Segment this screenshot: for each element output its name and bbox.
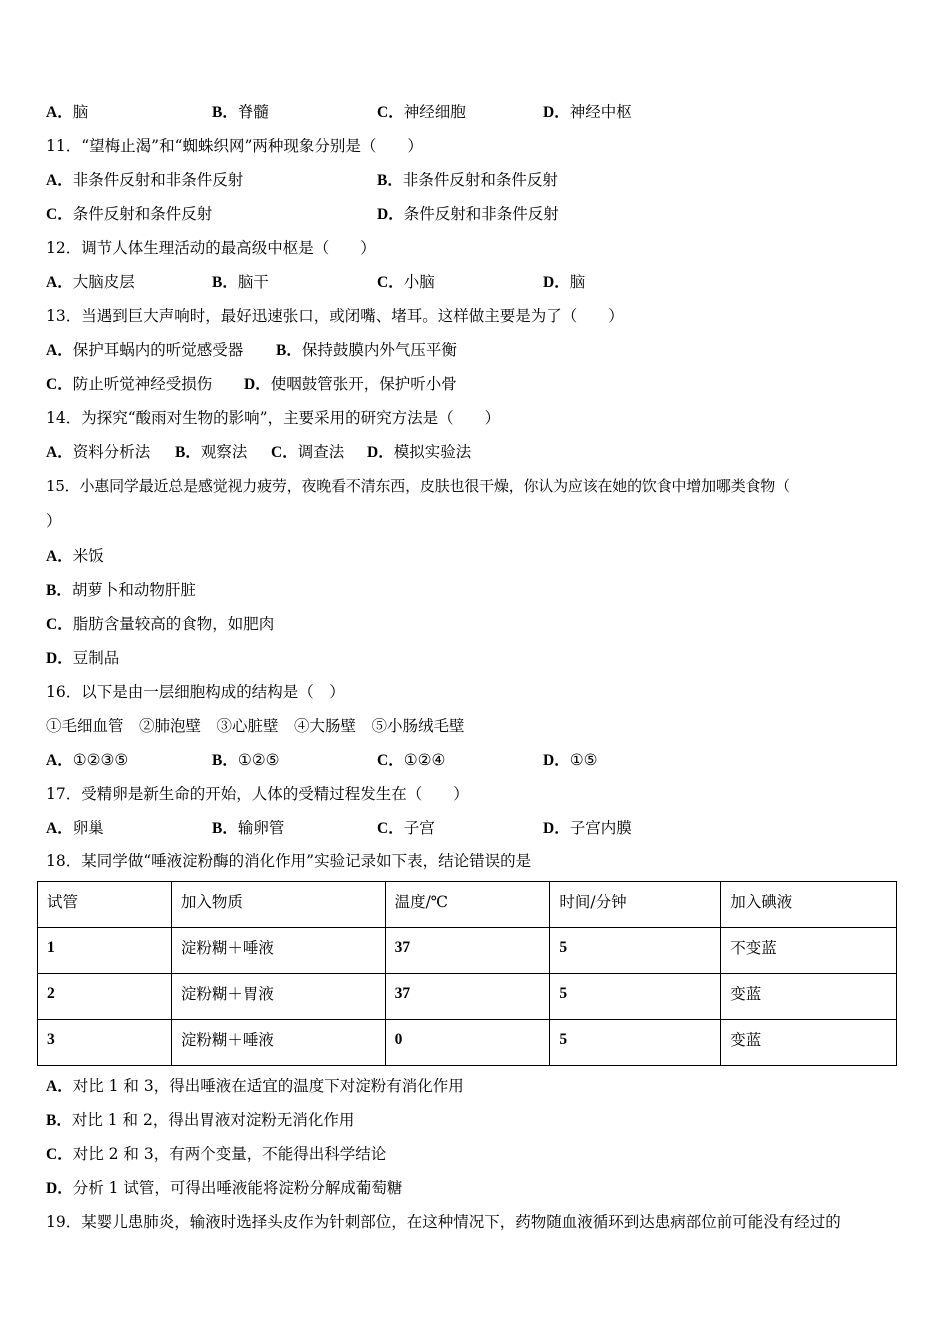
- table-row: [38, 1020, 897, 1066]
- table-cell: 1: [38, 928, 172, 974]
- q18-option-c: C．对比 2 和 3，有两个变量，不能得出科学结论: [46, 1145, 387, 1163]
- table-header: 加入碘液: [721, 882, 897, 928]
- q15-stem: 15．小惠同学最近总是感觉视力疲劳，夜晚看不清东西，皮肤也很干燥，你认为应该在她的饮食中增加哪类食物（: [46, 477, 790, 495]
- table-header: 试管: [38, 882, 172, 928]
- q10-option-c: C．神经细胞: [377, 103, 466, 121]
- table-cell: 3: [38, 1020, 172, 1066]
- table-header-row: [38, 882, 897, 928]
- table-cell: 变蓝: [721, 974, 897, 1020]
- q16-option-a: A．①②③⑤: [46, 751, 129, 769]
- table-cell: 0: [385, 1020, 550, 1066]
- table-cell: 37: [385, 928, 550, 974]
- table-cell: 不变蓝: [721, 928, 897, 974]
- q18-option-d: D．分析 1 试管，可得出唾液能将淀粉分解成葡萄糖: [46, 1179, 403, 1197]
- table-row: [38, 928, 897, 974]
- table-cell: 淀粉糊＋唾液: [171, 928, 385, 974]
- table-row: [38, 974, 897, 1020]
- q11-option-b: B．非条件反射和条件反射: [377, 171, 558, 189]
- q10-option-b: B．脊髓: [212, 103, 269, 121]
- q14-option-a: A．资料分析法: [46, 443, 151, 461]
- q15-option-d: D．豆制品: [46, 649, 120, 667]
- q11-stem: 11．“望梅止渴”和“蜘蛛织网”两种现象分别是（ ）: [46, 137, 423, 155]
- q13-option-d: D．使咽鼓管张开，保护听小骨: [244, 375, 457, 393]
- q15-option-c: C．脂肪含量较高的食物，如肥肉: [46, 615, 275, 633]
- table-header: 温度/℃: [385, 882, 550, 928]
- q12-option-a: A．大脑皮层: [46, 273, 135, 291]
- q18-option-b: B．对比 1 和 2，得出胃液对淀粉无消化作用: [46, 1111, 355, 1129]
- q19-stem: 19．某婴儿患肺炎，输液时选择头皮作为针刺部位，在这种情况下，药物随血液循环到达患病部位前可能没有经过的: [46, 1213, 841, 1231]
- experiment-table: [37, 881, 897, 1066]
- q16-items: ①毛细血管 ②肺泡壁 ③心脏壁 ④大肠壁 ⑤小肠绒毛壁: [46, 717, 465, 735]
- q13-stem: 13．当遇到巨大声响时，最好迅速张口，或闭嘴、堵耳。这样做主要是为了（ ）: [46, 307, 624, 325]
- q15-option-a: A．米饭: [46, 547, 104, 565]
- q15-stem-end: ）: [46, 512, 62, 530]
- q14-stem: 14．为探究“酸雨对生物的影响”，主要采用的研究方法是（ ）: [46, 409, 501, 427]
- q17-option-c: C．子宫: [377, 819, 435, 837]
- q16-option-b: B．①②⑤: [212, 751, 280, 769]
- q12-stem: 12．调节人体生理活动的最高级中枢是（ ）: [46, 239, 376, 257]
- q17-stem: 17．受精卵是新生命的开始，人体的受精过程发生在（ ）: [46, 785, 469, 803]
- table-header: 加入物质: [171, 882, 385, 928]
- q16-option-c: C．①②④: [377, 751, 446, 769]
- q16-stem: 16．以下是由一层细胞构成的结构是（ ）: [46, 683, 345, 701]
- q15-option-b: B．胡萝卜和动物肝脏: [46, 581, 196, 599]
- q12-option-c: C．小脑: [377, 273, 435, 291]
- table-cell: 2: [38, 974, 172, 1020]
- q12-option-b: B．脑干: [212, 273, 269, 291]
- q17-option-d: D．子宫内膜: [543, 819, 632, 837]
- q16-option-d: D．①⑤: [543, 751, 598, 769]
- table-cell: 变蓝: [721, 1020, 897, 1066]
- q13-option-a: A．保护耳蜗内的听觉感受器: [46, 341, 244, 359]
- q17-option-b: B．输卵管: [212, 819, 285, 837]
- table-cell: 5: [550, 928, 721, 974]
- q18-stem: 18．某同学做“唾液淀粉酶的消化作用”实验记录如下表，结论错误的是: [46, 852, 532, 870]
- table-header: 时间/分钟: [550, 882, 721, 928]
- table-cell: 37: [385, 974, 550, 1020]
- q14-option-d: D．模拟实验法: [367, 443, 472, 461]
- q10-option-d: D．神经中枢: [543, 103, 632, 121]
- q13-option-c: C．防止听觉神经受损伤: [46, 375, 213, 393]
- q11-option-a: A．非条件反射和非条件反射: [46, 171, 244, 189]
- q11-option-d: D．条件反射和非条件反射: [377, 205, 559, 223]
- q12-option-d: D．脑: [543, 273, 586, 291]
- q10-option-a: A．脑: [46, 103, 89, 121]
- q14-option-c: C．调查法: [271, 443, 345, 461]
- q11-option-c: C．条件反射和条件反射: [46, 205, 213, 223]
- table-cell: 5: [550, 974, 721, 1020]
- table-cell: 5: [550, 1020, 721, 1066]
- q14-option-b: B．观察法: [175, 443, 248, 461]
- q13-option-b: B．保持鼓膜内外气压平衡: [276, 341, 457, 359]
- table-cell: 淀粉糊＋胃液: [171, 974, 385, 1020]
- q18-option-a: A．对比 1 和 3，得出唾液在适宜的温度下对淀粉有消化作用: [46, 1077, 464, 1095]
- q17-option-a: A．卵巢: [46, 819, 104, 837]
- table-cell: 淀粉糊＋唾液: [171, 1020, 385, 1066]
